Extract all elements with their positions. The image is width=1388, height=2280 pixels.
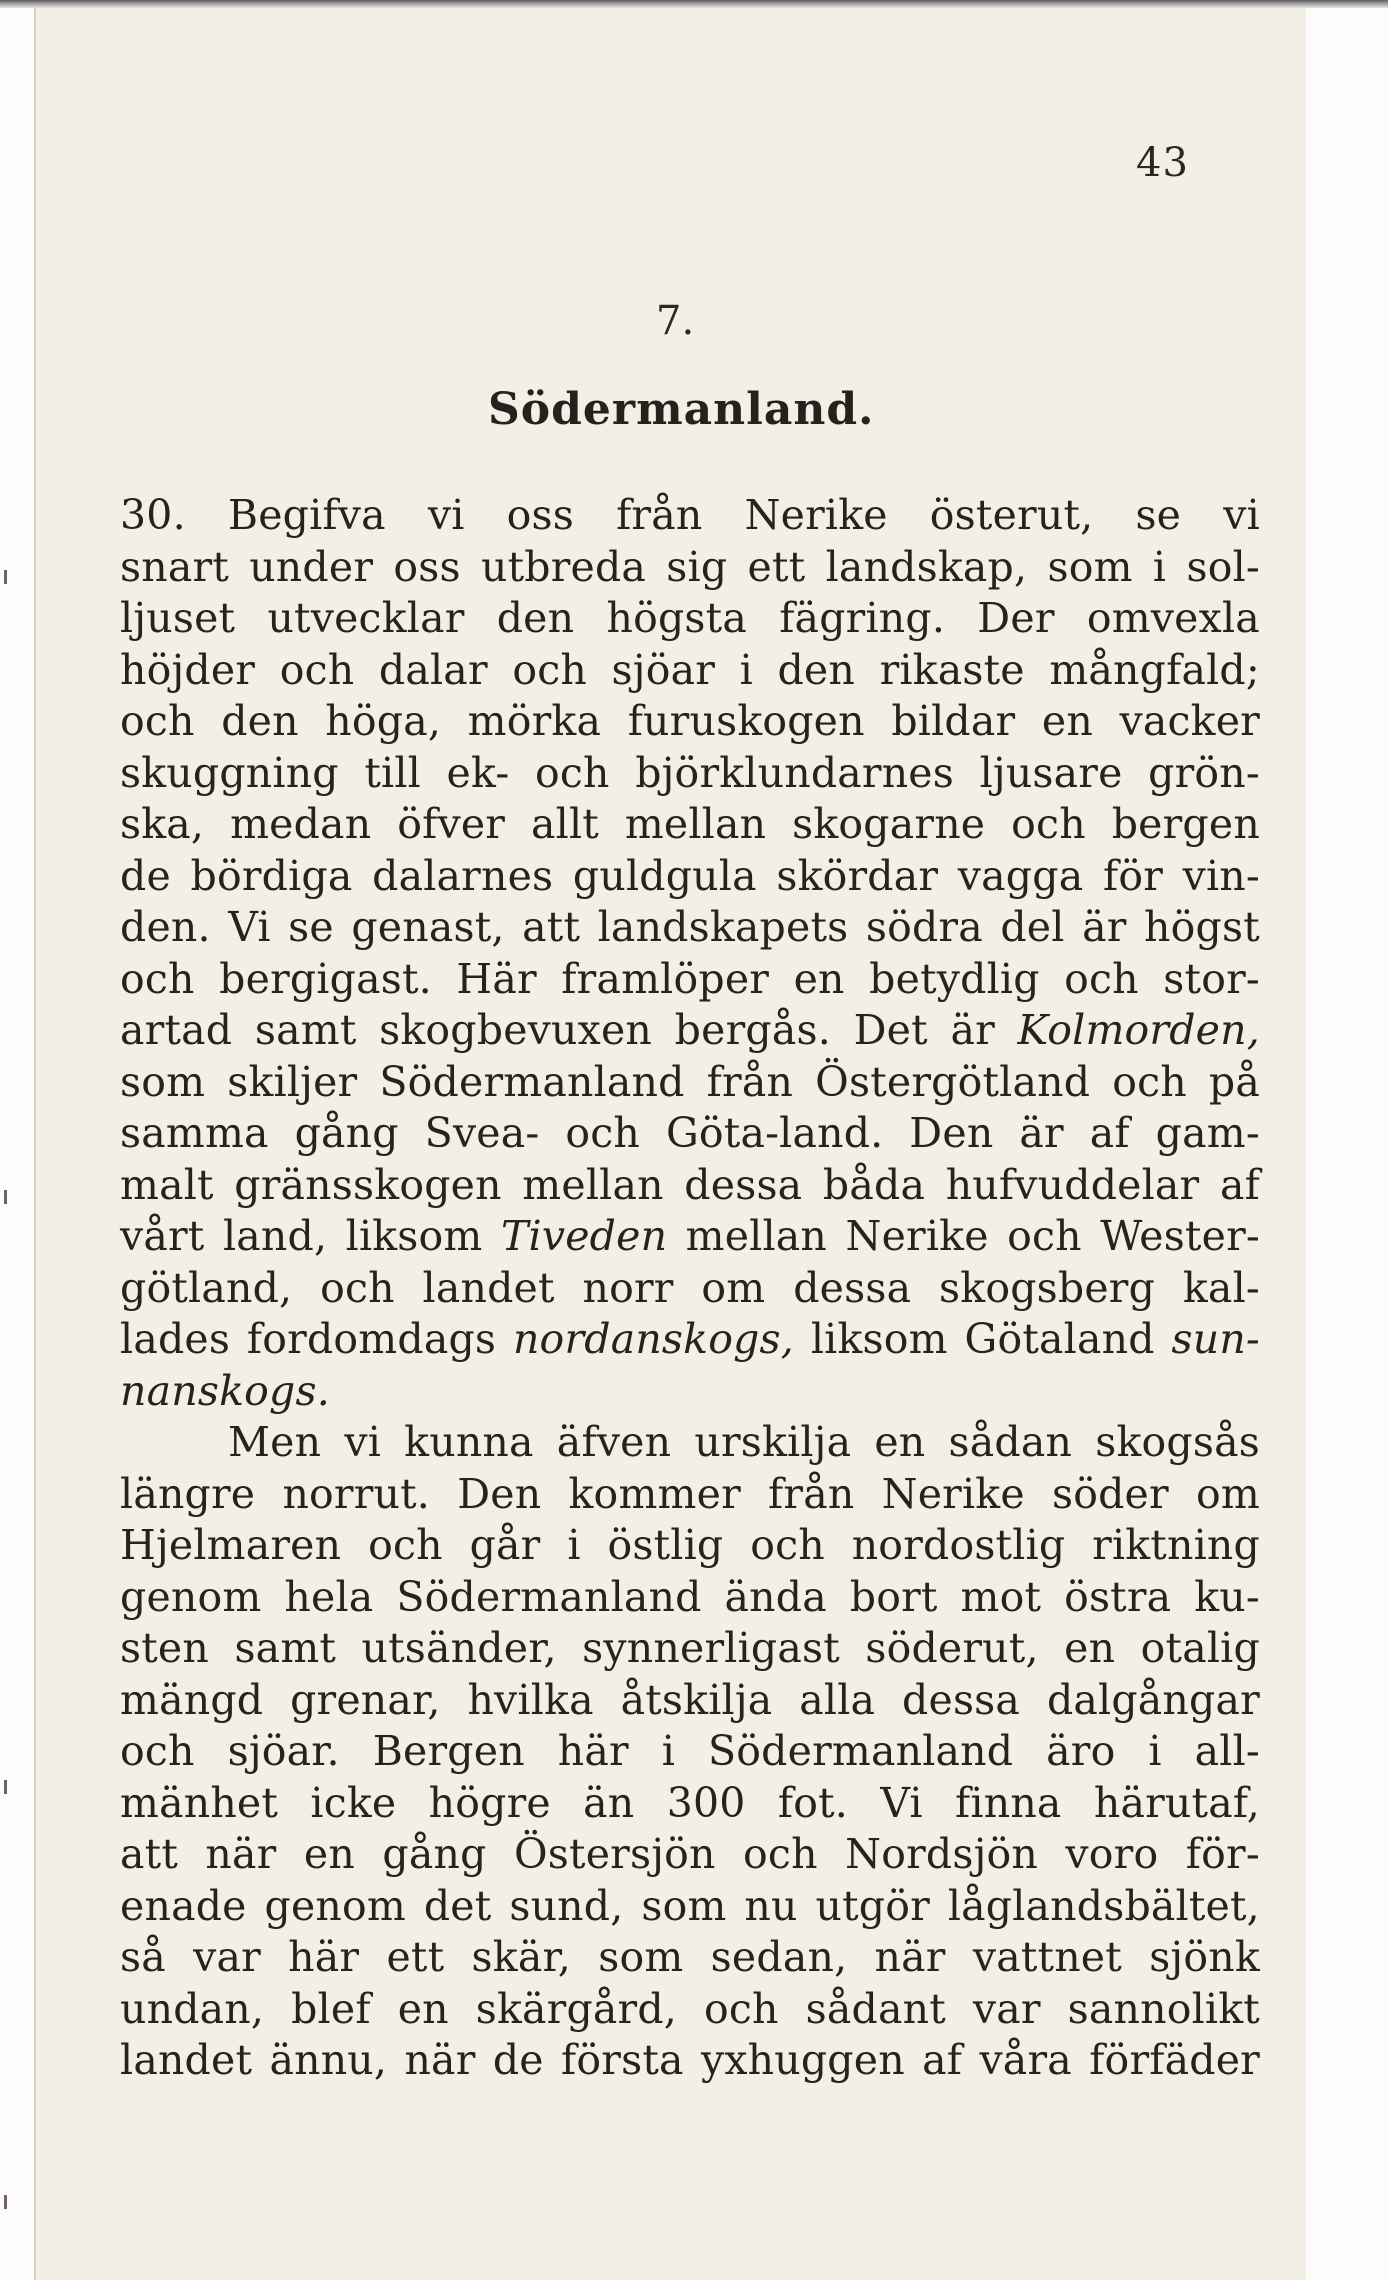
text-line [120,954,1260,1006]
word: sannolikt [1067,1984,1260,2033]
word: går [469,1521,541,1569]
word: skogsberg [939,1263,1156,1312]
word: som [598,1933,684,1981]
word: och [565,1109,641,1157]
word: grenar, [290,1675,441,1724]
page-top-edge [0,0,1388,8]
word: söder [1051,1469,1169,1518]
word: Svea- [424,1109,540,1157]
word: sten [120,1624,209,1672]
word: vattnet [972,1933,1122,1981]
word: gång [294,1109,399,1157]
word: urskilja [694,1418,852,1466]
word: högsta [606,594,747,642]
word: af [1219,1160,1260,1209]
word: guldgula [572,851,757,900]
text-line [120,799,1260,851]
word: bergigast. [219,954,432,1003]
word: i [1152,542,1167,591]
word: undan, [120,1984,265,2033]
word: betydlig [869,954,1040,1003]
text-line [120,851,1260,903]
word: i [567,1521,581,1569]
word: sund, [509,1881,624,1930]
text-line [120,748,1260,800]
margin-mark [4,2195,7,2209]
word: enade [120,1881,247,1930]
word: skogarne [792,800,986,848]
word: när [874,1933,946,1981]
word: snart [120,542,229,591]
word: otalig [1140,1624,1260,1672]
word: dalarnes [372,851,554,900]
word: Södermanland [379,1057,685,1106]
word: söderut, [865,1624,1039,1672]
word: de [492,2036,544,2084]
text-line [120,1829,1260,1881]
word: vi [427,491,465,539]
word: och [120,954,195,1003]
word: bildar [891,697,1016,745]
word: hufvuddelar [945,1160,1200,1209]
word: att [522,903,581,951]
word: se [1135,491,1182,539]
word: omvexla [1086,594,1260,642]
word: ljuset [120,594,236,642]
word: österut, [929,491,1094,539]
text-line [120,490,1260,542]
word: kommer [568,1469,741,1518]
word: ska, [120,800,205,848]
word: gång [382,1830,487,1878]
word: är [950,1006,995,1054]
word: dalgångar [1046,1675,1260,1724]
word: Men [228,1418,322,1466]
word: Östergötland [815,1057,1091,1106]
word: kunna [404,1418,534,1466]
text-line [120,1005,1260,1057]
word: de [120,851,171,900]
word: Begifva [227,491,386,539]
word: samma [120,1109,269,1157]
word: hela [284,1572,374,1621]
word: gränsskogen [234,1160,502,1209]
word: och [368,1521,443,1569]
word: 300 [666,1778,746,1827]
word: dessa [793,1263,912,1312]
page-number: 43 [1136,140,1189,186]
word: vi [344,1418,382,1466]
word: och [1064,954,1139,1003]
word: utsänder, [361,1624,557,1672]
word: Nordsjön [845,1830,1038,1878]
word: en [397,1984,449,2033]
word: den [221,697,299,745]
word: vin- [1182,851,1260,900]
word: mellan [685,1212,828,1260]
word: mängd [120,1675,264,1724]
word: och [320,1263,395,1312]
word: äfven [556,1418,672,1466]
italic-word: Tiveden [500,1212,668,1260]
word: icke [310,1778,397,1827]
word: skiljer [227,1057,358,1106]
word: när [205,1830,277,1878]
word: längre [120,1469,256,1518]
word: fordomdags [246,1315,497,1363]
word: högre [428,1778,551,1827]
word: i [1148,1727,1162,1775]
word: ku- [1194,1572,1260,1621]
body-text [120,490,1260,2087]
word: landet [422,1263,555,1312]
word: af [1089,1109,1130,1157]
word: dessa [684,1160,803,1209]
word: kal- [1182,1263,1260,1312]
word: låglandsbältet, [947,1881,1260,1930]
word: en [1064,1624,1116,1672]
word: Den [457,1469,542,1518]
word: nu [744,1881,798,1930]
word: sjönk [1149,1933,1260,1981]
text-line [120,1520,1260,1572]
word: finna [955,1778,1062,1827]
word: sol- [1186,542,1260,591]
word: sjöar [611,645,716,694]
word: som [1047,542,1133,591]
word: och [750,1521,825,1569]
word: landskapets [597,903,849,951]
word: genom [264,1881,406,1930]
word: och [1007,1212,1082,1260]
text-line [120,2035,1260,2087]
text-line [120,1366,1260,1418]
text-line [120,696,1260,748]
text-line [120,1932,1260,1984]
word: Nerike [881,1469,1025,1518]
word: en [1041,697,1093,745]
word: genast, [351,903,505,951]
word: norr [582,1263,674,1312]
word: dalar [378,645,488,694]
word: i [739,645,753,694]
italic-word: sun- [1171,1315,1260,1363]
word: vi [1223,491,1260,539]
word: i [661,1727,676,1775]
word: vacker [1119,697,1260,745]
word: hvilka [467,1675,594,1724]
word: östra [1064,1572,1172,1621]
word: än [583,1778,635,1827]
word: var [972,1984,1041,2033]
word: mot [960,1572,1042,1621]
text-line [120,1984,1260,2036]
word: del [1000,903,1065,951]
word: och [120,1727,195,1775]
word: ett [386,1933,445,1981]
word: förfäder [1089,2036,1260,2084]
word: för- [1185,1830,1260,1878]
text-line [120,1314,1260,1366]
word: södra [865,903,983,951]
word: björklundarnes [635,748,955,797]
text-line [120,1211,1260,1263]
word: från [616,491,703,539]
text-line [120,1675,1260,1727]
word: ljusare [979,748,1123,797]
word: Den [909,1109,994,1157]
word: lades [120,1315,231,1363]
word: stor- [1163,954,1260,1003]
word: bort [849,1572,938,1621]
word: landskap, [825,542,1028,591]
word: Der [977,594,1055,642]
word: Hjelmaren [120,1521,342,1569]
word: båda [822,1160,926,1209]
word: ännu, [269,2036,388,2084]
word: mellan [522,1160,664,1209]
word: höjder [120,645,256,694]
word: från [706,1057,794,1106]
word: är [1082,903,1127,951]
word: en [793,954,845,1003]
word: och [279,645,355,694]
word: ett [747,542,806,591]
word: vårt [120,1212,205,1260]
section-title: Södermanland. [488,384,875,435]
word: landet [120,2036,253,2084]
word: oss [506,491,574,539]
word: blef [291,1984,371,2033]
word: af [922,2036,963,2084]
text-line [120,1881,1260,1933]
word: malt [120,1160,214,1209]
word: på [1208,1057,1260,1106]
word: götland, [120,1263,293,1312]
word: synnerligast [582,1624,840,1672]
word: Nerike [845,1212,989,1260]
word: den. [120,903,211,951]
word: östlig [607,1521,724,1569]
word: här [288,1933,360,1981]
word: från [768,1469,855,1518]
word: skördar [776,851,939,900]
word: mellan [624,800,767,848]
word: bördiga [190,851,353,900]
word: land, [222,1212,328,1260]
word: en [303,1830,355,1878]
word: skuggning [120,748,339,797]
word: och [743,1830,818,1878]
word: det [423,1881,492,1930]
word: utgör [815,1881,930,1930]
word: mångfald; [1049,645,1260,694]
word: ek- [446,748,510,797]
word: sådant [805,1984,946,2033]
word: Göta-land. [665,1109,884,1157]
word: artad [120,1006,233,1054]
text-line [120,1417,1260,1469]
word: Södermanland [707,1727,1014,1775]
word: mörka [467,697,602,745]
word: grön- [1148,748,1260,797]
word: framlöper [561,954,770,1003]
word: högst [1144,903,1260,951]
word: Östersjön [513,1830,716,1878]
italic-word: nanskogs. [120,1366,330,1415]
word: fägring. [779,594,946,642]
word: samt [254,1006,357,1054]
word: och [120,697,195,745]
text-line [120,1726,1260,1778]
word: Nerike [744,491,888,539]
text-line [120,1469,1260,1521]
word: den [496,594,575,642]
word: när [404,2036,476,2084]
text-line [120,542,1260,594]
section-number: 7. [656,298,695,344]
text-line [120,1572,1260,1624]
word: äro [1046,1727,1116,1775]
word: för [1102,851,1164,900]
word: Götaland [964,1315,1155,1363]
word: oss [393,542,461,591]
word: var [193,1933,261,1981]
word: bergås. [674,1006,831,1054]
word: 30. [120,491,186,539]
word: är [1019,1109,1064,1157]
word: Södermanland [396,1572,702,1621]
word: bergen [1111,800,1260,848]
word: skärgård, [475,1984,678,2033]
word: alla [799,1675,876,1724]
word: skogbevuxen [379,1006,653,1054]
word: Det [853,1006,928,1054]
word: den [777,645,855,694]
word: rikaste [879,645,1025,694]
word: riktning [1092,1521,1260,1569]
word: nordostlig [851,1521,1066,1569]
word: höga, [325,697,442,745]
word: Bergen [372,1727,525,1775]
word: ända [724,1572,827,1621]
word: liksom [345,1212,483,1260]
margin-mark [4,1780,7,1794]
word: skär, [471,1933,571,1981]
word: sig [666,542,728,591]
text-line [120,1160,1260,1212]
word: sedan, [710,1933,848,1981]
text-line [120,1623,1260,1675]
text-line [120,902,1260,954]
word: Vi [880,1778,923,1827]
word: yxhuggen [700,2036,905,2084]
word: under [249,542,374,591]
word: gam- [1155,1109,1260,1157]
word: liksom [810,1315,948,1363]
word: vagga [957,851,1084,900]
word: Här [456,954,537,1003]
text-line [120,1057,1260,1109]
word: en [874,1418,926,1466]
word: om [701,1263,766,1312]
word: åtskilja [620,1675,773,1724]
word: och [512,645,587,694]
word: som [641,1881,727,1930]
word: utbreda [480,542,647,591]
word: samt [234,1624,337,1672]
word: voro [1065,1830,1159,1878]
word: all- [1194,1727,1260,1775]
word: genom [120,1572,262,1621]
word: till [364,748,421,797]
italic-word: Kolmorden, [1017,1006,1260,1054]
word: fot. [777,1778,849,1827]
word: sådan [948,1418,1073,1466]
word: Wester- [1100,1212,1260,1260]
word: att [120,1830,178,1878]
word: dessa [902,1675,1021,1724]
text-line [120,593,1260,645]
word: som [120,1057,206,1106]
text-line [120,1263,1260,1315]
word: och [534,748,610,797]
italic-word: nordanskogs, [512,1315,795,1363]
word: mänhet [120,1778,279,1827]
margin-mark [4,570,7,584]
text-line [120,645,1260,697]
text-line [120,1108,1260,1160]
word: se [288,903,334,951]
word: och [704,1984,779,2033]
word: skogsås [1095,1418,1260,1466]
word: så [120,1933,166,1981]
word: om [1195,1469,1260,1518]
word: allt [530,800,599,848]
word: härutaf, [1093,1778,1260,1827]
word: öfver [397,800,506,848]
word: och [1011,800,1086,848]
word: sjöar. [227,1727,340,1775]
word: här [557,1727,629,1775]
margin-mark [4,1190,7,1204]
word: Vi [228,903,271,951]
word: norrut. [282,1469,431,1518]
text-line [120,1778,1260,1830]
word: utvecklar [267,594,465,642]
word: våra [979,2036,1072,2084]
word: och [1112,1057,1187,1106]
word: första [561,2036,684,2084]
word: furuskogen [627,697,865,745]
word: medan [230,800,372,848]
